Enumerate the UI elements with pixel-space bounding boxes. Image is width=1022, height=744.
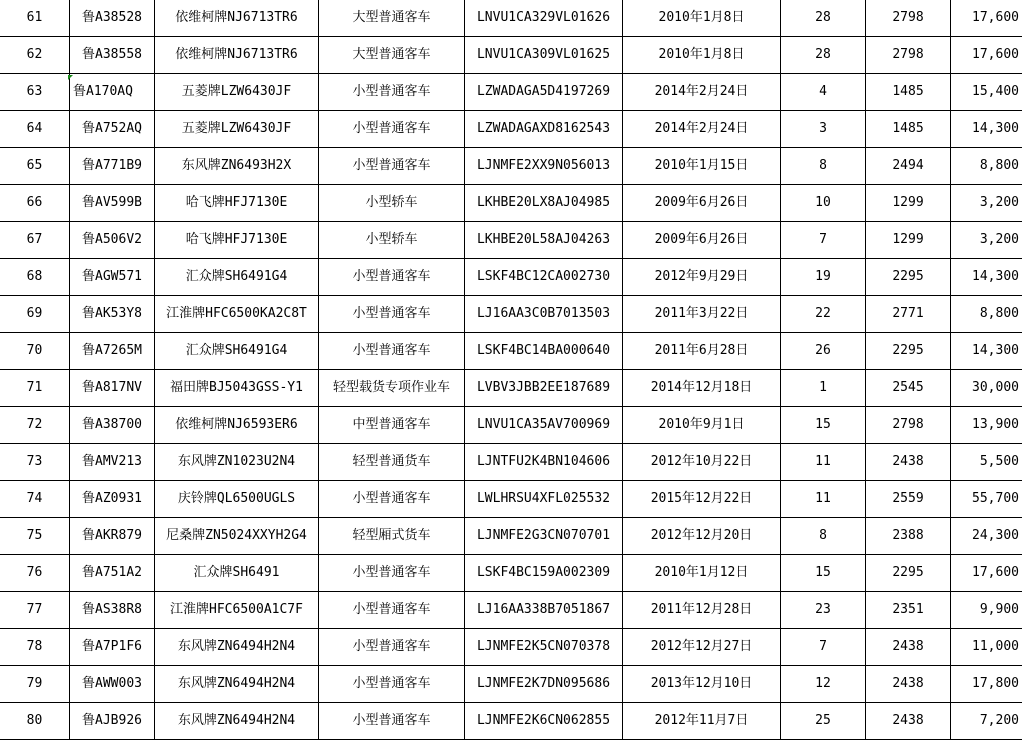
cell-displacement[interactable]: 1299 [866,185,951,222]
cell-price[interactable]: 3,200 [951,185,1022,222]
cell-vin[interactable]: LJ16AA338B7051867 [465,592,623,629]
table-row [0,296,1022,333]
cell-vin[interactable]: LVBV3JBB2EE187689 [465,370,623,407]
comment-indicator-icon [68,75,73,80]
cell-vehicle-type[interactable]: 小型轿车 [319,222,465,259]
cell-plate-number[interactable]: 鲁A817NV [70,370,155,407]
cell-row-number[interactable]: 69 [0,296,70,333]
cell-vehicle-model[interactable]: 福田牌BJ5043GSS-Y1 [155,370,319,407]
cell-seats[interactable]: 8 [781,518,866,555]
cell-vehicle-type[interactable]: 大型普通客车 [319,37,465,74]
cell-register-date[interactable]: 2010年1月15日 [623,148,781,185]
table-row [0,518,1022,555]
cell-vehicle-model[interactable]: 依维柯牌NJ6593ER6 [155,407,319,444]
cell-register-date[interactable]: 2009年6月26日 [623,185,781,222]
cell-vehicle-model[interactable]: 哈飞牌HFJ7130E [155,185,319,222]
cell-vehicle-type[interactable]: 小型轿车 [319,185,465,222]
table-row [0,666,1022,703]
cell-register-date[interactable]: 2011年12月28日 [623,592,781,629]
table-row [0,185,1022,222]
cell-seats[interactable]: 22 [781,296,866,333]
cell-plate-number[interactable]: 鲁A7265M [70,333,155,370]
cell-row-number[interactable]: 71 [0,370,70,407]
cell-seats[interactable]: 10 [781,185,866,222]
cell-vehicle-model[interactable]: 东风牌ZN6493H2X [155,148,319,185]
cell-price[interactable]: 3,200 [951,222,1022,259]
cell-vehicle-model[interactable]: 汇众牌SH6491G4 [155,259,319,296]
table-row [0,222,1022,259]
cell-row-number[interactable]: 66 [0,185,70,222]
cell-register-date[interactable]: 2014年12月18日 [623,370,781,407]
cell-displacement[interactable]: 2771 [866,296,951,333]
cell-vin[interactable]: LJNMFE2K5CN070378 [465,629,623,666]
cell-plate-number[interactable]: 鲁A771B9 [70,148,155,185]
cell-vin[interactable]: LNVU1CA35AV700969 [465,407,623,444]
cell-register-date[interactable]: 2012年9月29日 [623,259,781,296]
cell-register-date[interactable]: 2012年12月20日 [623,518,781,555]
cell-displacement[interactable]: 2295 [866,555,951,592]
cell-displacement[interactable]: 2438 [866,629,951,666]
cell-displacement[interactable]: 2494 [866,148,951,185]
table-row [0,370,1022,407]
cell-displacement[interactable]: 2295 [866,259,951,296]
cell-seats[interactable]: 26 [781,333,866,370]
table-row [0,111,1022,148]
cell-row-number[interactable]: 74 [0,481,70,518]
cell-row-number[interactable]: 70 [0,333,70,370]
cell-vin[interactable]: LKHBE20L58AJ04263 [465,222,623,259]
cell-vehicle-type[interactable]: 轻型普通货车 [319,444,465,481]
cell-displacement[interactable]: 2798 [866,407,951,444]
cell-plate-number[interactable]: 鲁AWW003 [70,666,155,703]
cell-vehicle-type[interactable]: 小型普通客车 [319,629,465,666]
cell-vehicle-type[interactable]: 小型普通客车 [319,74,465,111]
cell-vehicle-model[interactable]: 五菱牌LZW6430JF [155,74,319,111]
cell-vin[interactable]: LZWADAGA5D4197269 [465,74,623,111]
cell-vehicle-model[interactable]: 东风牌ZN6494H2N4 [155,629,319,666]
cell-seats[interactable]: 1 [781,370,866,407]
table-row [0,74,1022,111]
table-row [0,0,1022,37]
cell-seats[interactable]: 15 [781,407,866,444]
cell-seats[interactable]: 12 [781,666,866,703]
cell-price[interactable]: 14,300 [951,333,1022,370]
table-row [0,444,1022,481]
cell-vehicle-type[interactable]: 小型普通客车 [319,111,465,148]
cell-vehicle-type[interactable]: 轻型载货专项作业车 [319,370,465,407]
cell-plate-number[interactable]: 鲁AK53Y8 [70,296,155,333]
cell-price[interactable]: 9,900 [951,592,1022,629]
cell-seats[interactable]: 4 [781,74,866,111]
cell-price[interactable]: 8,800 [951,148,1022,185]
cell-price[interactable]: 17,800 [951,666,1022,703]
table-row [0,592,1022,629]
cell-plate-number[interactable]: 鲁A38558 [70,37,155,74]
cell-vin[interactable]: LJNMFE2G3CN070701 [465,518,623,555]
cell-vehicle-type[interactable]: 小型普通客车 [319,666,465,703]
cell-plate-number[interactable]: 鲁AMV213 [70,444,155,481]
cell-row-number[interactable]: 63 [0,74,70,111]
cell-displacement[interactable]: 2438 [866,703,951,740]
cell-row-number[interactable]: 72 [0,407,70,444]
cell-register-date[interactable]: 2014年2月24日 [623,111,781,148]
table-row [0,37,1022,74]
table-row [0,333,1022,370]
cell-vehicle-model[interactable]: 庆铃牌QL6500UGLS [155,481,319,518]
cell-displacement[interactable]: 2559 [866,481,951,518]
cell-plate-number[interactable]: 鲁A170AQ [70,74,155,111]
cell-vin[interactable]: LSKF4BC14BA000640 [465,333,623,370]
cell-vin[interactable]: LSKF4BC159A002309 [465,555,623,592]
cell-seats[interactable]: 23 [781,592,866,629]
cell-displacement[interactable]: 1485 [866,74,951,111]
cell-plate-number[interactable]: 鲁AGW571 [70,259,155,296]
cell-vehicle-model[interactable]: 汇众牌SH6491G4 [155,333,319,370]
cell-seats[interactable]: 7 [781,222,866,259]
cell-vin[interactable]: LJ16AA3C0B7013503 [465,296,623,333]
cell-plate-number[interactable]: 鲁A751A2 [70,555,155,592]
cell-register-date[interactable]: 2011年3月22日 [623,296,781,333]
cell-seats[interactable]: 15 [781,555,866,592]
cell-price[interactable]: 17,600 [951,555,1022,592]
cell-price[interactable]: 5,500 [951,444,1022,481]
cell-vehicle-type[interactable]: 小型普通客车 [319,481,465,518]
cell-plate-number[interactable]: 鲁A38528 [70,0,155,37]
cell-vehicle-type[interactable]: 小型普通客车 [319,259,465,296]
cell-seats[interactable]: 11 [781,444,866,481]
cell-displacement[interactable]: 1485 [866,111,951,148]
cell-displacement[interactable]: 2295 [866,333,951,370]
cell-price[interactable]: 24,300 [951,518,1022,555]
cell-vin[interactable]: LJNMFE2XX9N056013 [465,148,623,185]
cell-vehicle-type[interactable]: 小型普通客车 [319,148,465,185]
cell-register-date[interactable]: 2014年2月24日 [623,74,781,111]
cell-vehicle-model[interactable]: 哈飞牌HFJ7130E [155,222,319,259]
table-row [0,629,1022,666]
cell-displacement[interactable]: 2798 [866,37,951,74]
cell-vehicle-type[interactable]: 中型普通客车 [319,407,465,444]
cell-price[interactable]: 14,300 [951,259,1022,296]
table-row [0,259,1022,296]
cell-seats[interactable]: 28 [781,37,866,74]
cell-price[interactable]: 17,600 [951,0,1022,37]
cell-vehicle-type[interactable]: 小型普通客车 [319,592,465,629]
table-row [0,481,1022,518]
cell-register-date[interactable]: 2010年1月8日 [623,0,781,37]
cell-price[interactable]: 8,800 [951,296,1022,333]
cell-plate-number[interactable]: 鲁AZ0931 [70,481,155,518]
cell-row-number[interactable]: 77 [0,592,70,629]
cell-row-number[interactable]: 75 [0,518,70,555]
cell-plate-number[interactable]: 鲁AKR879 [70,518,155,555]
table-row [0,703,1022,740]
cell-displacement[interactable]: 2388 [866,518,951,555]
cell-plate-number[interactable]: 鲁AV599B [70,185,155,222]
cell-vehicle-model[interactable]: 汇众牌SH6491 [155,555,319,592]
cell-displacement[interactable]: 2351 [866,592,951,629]
cell-register-date[interactable]: 2012年11月7日 [623,703,781,740]
cell-seats[interactable]: 25 [781,703,866,740]
cell-plate-number[interactable]: 鲁AJB926 [70,703,155,740]
cell-row-number[interactable]: 79 [0,666,70,703]
cell-seats[interactable]: 28 [781,0,866,37]
cell-vehicle-model[interactable]: 五菱牌LZW6430JF [155,111,319,148]
cell-seats[interactable]: 11 [781,481,866,518]
cell-vehicle-type[interactable]: 小型普通客车 [319,703,465,740]
cell-vehicle-type[interactable]: 小型普通客车 [319,555,465,592]
cell-register-date[interactable]: 2012年12月27日 [623,629,781,666]
cell-row-number[interactable]: 73 [0,444,70,481]
cell-vehicle-model[interactable]: 江淮牌HFC6500A1C7F [155,592,319,629]
cell-displacement[interactable]: 2438 [866,444,951,481]
cell-register-date[interactable]: 2015年12月22日 [623,481,781,518]
cell-vehicle-model[interactable]: 依维柯牌NJ6713TR6 [155,0,319,37]
cell-plate-number[interactable]: 鲁A7P1F6 [70,629,155,666]
cell-row-number[interactable]: 61 [0,0,70,37]
cell-register-date[interactable]: 2009年6月26日 [623,222,781,259]
cell-register-date[interactable]: 2010年9月1日 [623,407,781,444]
cell-displacement[interactable]: 2438 [866,666,951,703]
cell-register-date[interactable]: 2012年10月22日 [623,444,781,481]
cell-vin[interactable]: LZWADAGAXD8162543 [465,111,623,148]
cell-price[interactable]: 14,300 [951,111,1022,148]
cell-row-number[interactable]: 80 [0,703,70,740]
cell-vin[interactable]: LSKF4BC12CA002730 [465,259,623,296]
cell-vehicle-type[interactable]: 轻型厢式货车 [319,518,465,555]
cell-seats[interactable]: 8 [781,148,866,185]
cell-vin[interactable]: LNVU1CA309VL01625 [465,37,623,74]
cell-vehicle-type[interactable]: 大型普通客车 [319,0,465,37]
table-row [0,407,1022,444]
cell-displacement[interactable]: 2545 [866,370,951,407]
cell-price[interactable]: 13,900 [951,407,1022,444]
cell-price[interactable]: 15,400 [951,74,1022,111]
cell-vin[interactable]: LJNMFE2K7DN095686 [465,666,623,703]
cell-vehicle-model[interactable]: 尼桑牌ZN5024XXYH2G4 [155,518,319,555]
cell-plate-number[interactable]: 鲁A506V2 [70,222,155,259]
cell-seats[interactable]: 19 [781,259,866,296]
cell-vin[interactable]: LJNTFU2K4BN104606 [465,444,623,481]
cell-price[interactable]: 11,000 [951,629,1022,666]
cell-row-number[interactable]: 68 [0,259,70,296]
cell-vehicle-model[interactable]: 东风牌ZN6494H2N4 [155,666,319,703]
cell-seats[interactable]: 7 [781,629,866,666]
cell-displacement[interactable]: 2798 [866,0,951,37]
cell-vehicle-type[interactable]: 小型普通客车 [319,296,465,333]
cell-price[interactable]: 30,000 [951,370,1022,407]
cell-price[interactable]: 55,700 [951,481,1022,518]
cell-row-number[interactable]: 78 [0,629,70,666]
cell-register-date[interactable]: 2010年1月8日 [623,37,781,74]
table-row [0,555,1022,592]
cell-displacement[interactable]: 1299 [866,222,951,259]
cell-vehicle-model[interactable]: 东风牌ZN6494H2N4 [155,703,319,740]
cell-vin[interactable]: LKHBE20LX8AJ04985 [465,185,623,222]
cell-price[interactable]: 17,600 [951,37,1022,74]
cell-vehicle-model[interactable]: 依维柯牌NJ6713TR6 [155,37,319,74]
cell-plate-number[interactable]: 鲁A752AQ [70,111,155,148]
cell-row-number[interactable]: 64 [0,111,70,148]
cell-row-number[interactable]: 62 [0,37,70,74]
table-row [0,148,1022,185]
cell-register-date[interactable]: 2010年1月12日 [623,555,781,592]
cell-register-date[interactable]: 2013年12月10日 [623,666,781,703]
cell-row-number[interactable]: 65 [0,148,70,185]
cell-vin[interactable]: LWLHRSU4XFL025532 [465,481,623,518]
cell-plate-number[interactable]: 鲁AS38R8 [70,592,155,629]
cell-register-date[interactable]: 2011年6月28日 [623,333,781,370]
cell-vehicle-type[interactable]: 小型普通客车 [319,333,465,370]
cell-vin[interactable]: LNVU1CA329VL01626 [465,0,623,37]
cell-seats[interactable]: 3 [781,111,866,148]
cell-plate-number[interactable]: 鲁A38700 [70,407,155,444]
cell-price[interactable]: 7,200 [951,703,1022,740]
cell-row-number[interactable]: 76 [0,555,70,592]
cell-vehicle-model[interactable]: 江淮牌HFC6500KA2C8T [155,296,319,333]
cell-vin[interactable]: LJNMFE2K6CN062855 [465,703,623,740]
cell-row-number[interactable]: 67 [0,222,70,259]
cell-vehicle-model[interactable]: 东风牌ZN1023U2N4 [155,444,319,481]
